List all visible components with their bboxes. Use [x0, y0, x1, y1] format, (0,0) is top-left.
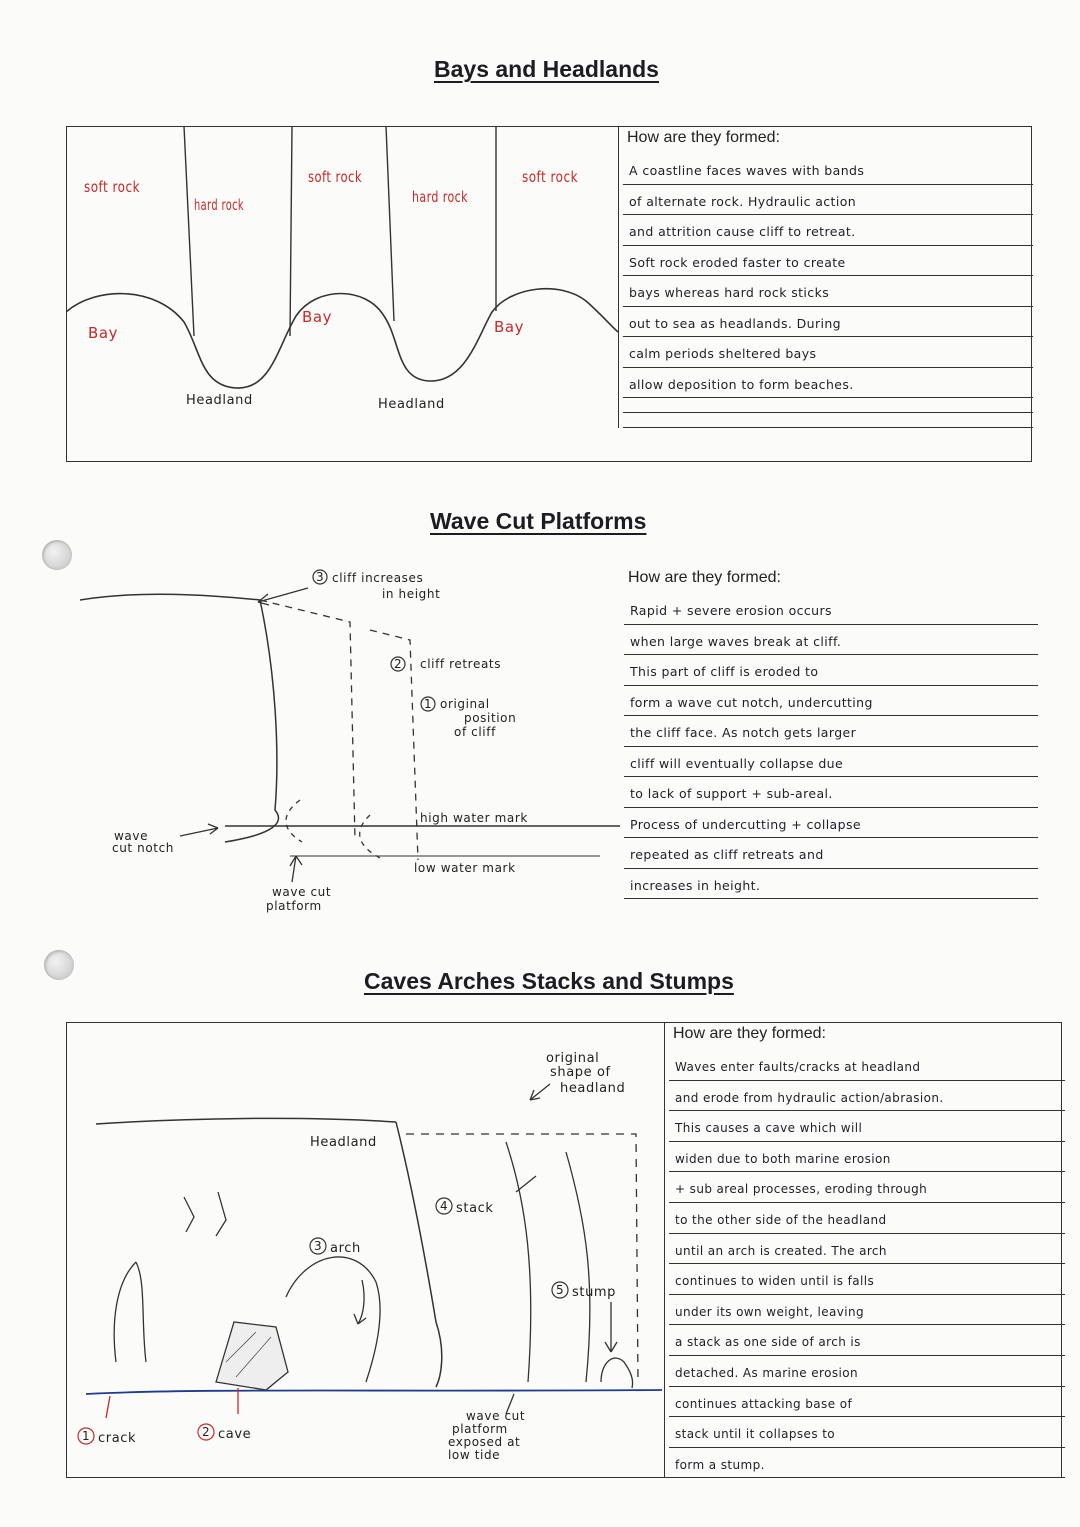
- explanation-line: when large waves break at cliff.: [624, 625, 1038, 656]
- label-step-1c: of cliff: [454, 725, 496, 739]
- explanation-line: allow deposition to form beaches.: [623, 368, 1033, 399]
- arrow-to-cliff-top: [258, 588, 308, 605]
- rock-boundary-line: [386, 126, 394, 321]
- notch-curve: [360, 815, 380, 858]
- label-step-1b: position: [464, 711, 517, 725]
- wave-cut-explanation-panel: [624, 566, 1038, 899]
- rock-boundary-line: [184, 126, 194, 336]
- label-platform-1: wave cut: [466, 1409, 526, 1423]
- explanation-line: to lack of support + sub-areal.: [624, 777, 1038, 808]
- label-bay-3: Bay: [494, 318, 525, 336]
- arrow-crack: [106, 1396, 110, 1418]
- caves-diagram: [66, 1022, 662, 1478]
- stump-outline: [601, 1358, 633, 1388]
- explanation-line: under its own weight, leaving: [669, 1295, 1065, 1326]
- step-2-number: 2: [202, 1425, 211, 1439]
- cliff-profile: [80, 594, 260, 600]
- explanation-line: bays whereas hard rock sticks: [623, 276, 1033, 307]
- bays-explanation-lines: [623, 154, 1033, 428]
- explanation-line: continues attacking base of: [669, 1387, 1065, 1418]
- notch-curve: [286, 800, 302, 842]
- explanation-line: until an arch is created. The arch: [669, 1234, 1065, 1265]
- explanation-line: calm periods sheltered bays: [623, 337, 1033, 368]
- bays-section-title: Bays and Headlands: [434, 56, 659, 82]
- label-notch-1: wave: [114, 829, 149, 843]
- arrow-original-headland: [530, 1084, 550, 1100]
- explanation-line: repeated as cliff retreats and: [624, 838, 1038, 869]
- cliff-position-2: [260, 600, 355, 840]
- label-arch: arch: [330, 1241, 361, 1256]
- wave-cut-explanation-lines: [624, 594, 1038, 899]
- coastline: [66, 289, 618, 388]
- explanation-line: + sub areal processes, eroding through: [669, 1172, 1065, 1203]
- punch-hole-bottom: [44, 950, 74, 980]
- label-step-1: original: [440, 697, 490, 711]
- label-platform-1: wave cut: [272, 885, 332, 899]
- label-platform-2: platform: [266, 899, 322, 913]
- rock-boundary-line: [290, 126, 292, 336]
- label-notch-2: cut notch: [112, 841, 174, 855]
- explanation-line: stack until it collapses to: [669, 1417, 1065, 1448]
- label-bay-1: Bay: [88, 324, 119, 342]
- explanation-line: and erode from hydraulic action/abrasion.: [669, 1081, 1065, 1112]
- headland-right-edge: [396, 1122, 442, 1387]
- explanation-line: form a stump.: [669, 1448, 1065, 1479]
- explanation-line: Process of undercutting + collapse: [624, 808, 1038, 839]
- stack-outline: [506, 1142, 590, 1382]
- explanation-line: of alternate rock. Hydraulic action: [623, 185, 1033, 216]
- explanation-line: out to sea as headlands. During: [623, 307, 1033, 338]
- label-stump: stump: [572, 1285, 617, 1300]
- explanation-line: [623, 398, 1033, 413]
- wave-cut-panel-heading: How are they formed:: [628, 569, 781, 586]
- arch-outline: [286, 1257, 380, 1382]
- cliff-face: [225, 600, 278, 842]
- explanation-line: cliff will eventually collapse due: [624, 747, 1038, 778]
- step-4-number: 4: [440, 1199, 449, 1213]
- label-platform-3: exposed at: [448, 1435, 521, 1449]
- bays-diagram: [66, 126, 618, 462]
- explanation-line: the cliff face. As notch gets larger: [624, 716, 1038, 747]
- label-original-3: headland: [560, 1081, 626, 1096]
- explanation-line: form a wave cut notch, undercutting: [624, 686, 1038, 717]
- caves-explanation-panel: [664, 1022, 1065, 1478]
- step-5-number: 5: [556, 1283, 565, 1297]
- cave-outline: [114, 1262, 146, 1362]
- label-headland-2: Headland: [378, 397, 445, 412]
- label-bay-2: Bay: [302, 308, 333, 326]
- sea-line: [86, 1390, 662, 1394]
- label-platform-2: platform: [452, 1422, 508, 1436]
- label-step-3: cliff increases: [332, 571, 424, 585]
- arrow-to-original: [530, 1392, 532, 1412]
- label-crack: crack: [98, 1431, 137, 1446]
- explanation-line: widen due to both marine erosion: [669, 1142, 1065, 1173]
- fallen-rock: [216, 1322, 288, 1390]
- step-2-number: 2: [394, 657, 403, 671]
- step-1-number: 1: [82, 1429, 91, 1443]
- wave-cut-section-title: Wave Cut Platforms: [430, 508, 647, 534]
- bays-explanation-panel: [618, 126, 1033, 428]
- explanation-line: This causes a cave which will: [669, 1111, 1065, 1142]
- explanation-line: to the other side of the headland: [669, 1203, 1065, 1234]
- arrow-to-notch: [180, 824, 218, 836]
- label-hard-rock-2: hard rock: [412, 188, 468, 206]
- bays-panel-heading: How are they formed:: [627, 129, 780, 146]
- step-3-number: 3: [314, 1239, 323, 1253]
- punch-hole-top: [42, 540, 72, 570]
- label-original-2: shape of: [550, 1065, 611, 1080]
- explanation-line: A coastline faces waves with bands: [623, 154, 1033, 185]
- arrow-stump: [605, 1302, 617, 1352]
- label-low-water: low water mark: [414, 861, 516, 875]
- label-platform-4: low tide: [448, 1448, 501, 1462]
- explanation-line: [623, 413, 1033, 428]
- caves-explanation-lines: [669, 1050, 1065, 1478]
- label-cave: cave: [218, 1427, 252, 1442]
- label-headland: Headland: [310, 1135, 377, 1150]
- explanation-line: Soft rock eroded faster to create: [623, 246, 1033, 277]
- explanation-line: continues to widen until is falls: [669, 1264, 1065, 1295]
- label-hard-rock-1: hard rock: [194, 196, 244, 214]
- label-high-water: high water mark: [420, 811, 528, 825]
- arch-arrow: [354, 1280, 366, 1324]
- explanation-line: and attrition cause cliff to retreat.: [623, 215, 1033, 246]
- step-1-number: 1: [424, 697, 433, 711]
- label-soft-rock-2: soft rock: [308, 168, 362, 186]
- crack-line: [184, 1192, 226, 1236]
- explanation-line: a stack as one side of arch is: [669, 1325, 1065, 1356]
- label-soft-rock-1: soft rock: [84, 178, 140, 196]
- explanation-line: Rapid + severe erosion occurs: [624, 594, 1038, 625]
- explanation-line: detached. As marine erosion: [669, 1356, 1065, 1387]
- label-soft-rock-3: soft rock: [522, 168, 578, 186]
- arrow-stack: [516, 1176, 536, 1192]
- label-step-3b: in height: [382, 587, 441, 601]
- label-headland-1: Headland: [186, 393, 253, 408]
- caves-section-title: Caves Arches Stacks and Stumps: [364, 968, 734, 994]
- explanation-line: Waves enter faults/cracks at headland: [669, 1050, 1065, 1081]
- headland-top: [96, 1118, 396, 1124]
- explanation-line: This part of cliff is eroded to: [624, 655, 1038, 686]
- label-original-1: original: [546, 1051, 600, 1066]
- explanation-line: increases in height.: [624, 869, 1038, 900]
- wave-cut-diagram: [80, 560, 620, 920]
- caves-panel-heading: How are they formed:: [673, 1025, 826, 1042]
- label-step-2: cliff retreats: [420, 657, 502, 671]
- label-stack: stack: [456, 1201, 494, 1216]
- step-3-number: 3: [316, 570, 325, 584]
- arrow-to-platform: [290, 856, 302, 882]
